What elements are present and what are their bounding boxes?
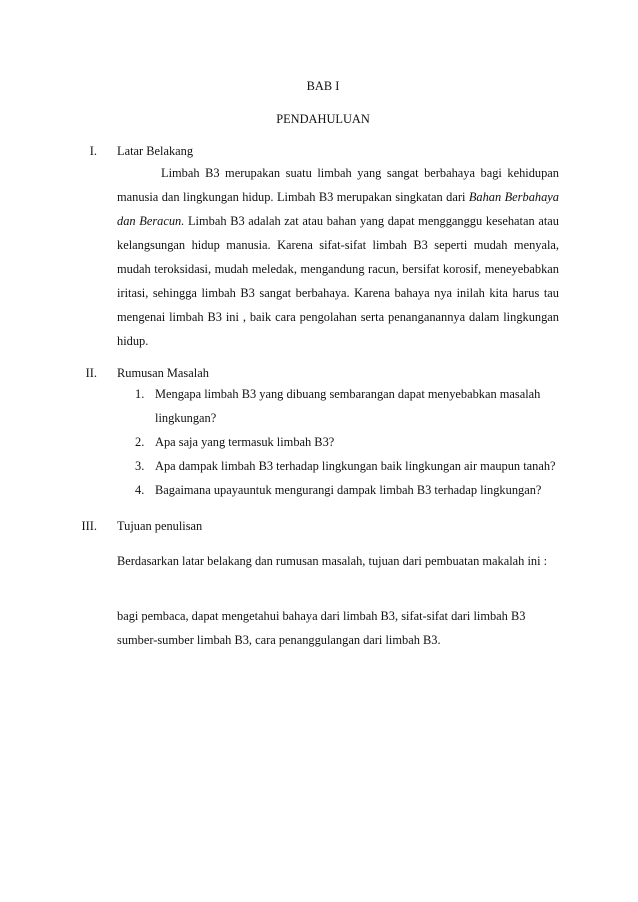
list-item-text: Bagaimana upayauntuk mengurangi dampak limbah B3 terhadap lingkungan? (155, 483, 542, 497)
purpose-detail-paragraph: bagi pembaca, dapat mengetahui bahaya dari limbah B3, sifat-sifat dari limbah B3 sumber-sumber limbah B3, cara penanggulangan dari limbah B3. (117, 609, 526, 647)
list-item (135, 454, 567, 478)
background-text-part2: Limbah B3 adalah zat atau bahan yang dapat mengganggu kesehatan atau kelangsungan hidup manusia. Karena sifat-sifat limbah B3 seperti mudah menyala, mudah teroksidasi, mudah meledak, mengandung racun, bersifat korosif, meneyebabkan iritasi, sehingga limbah B3 sangat berbahaya. Karena bahaya nya inilah kita harus tau mengenai limbah B3 ini , baik cara pengolahan serta penanganannya dalam lingkungan hidup. (117, 214, 559, 348)
list-item-number: 2. (135, 435, 145, 449)
list-item-number: 4. (135, 483, 145, 497)
list-item-number: 1. (135, 387, 145, 401)
purpose-intro-paragraph: Berdasarkan latar belakang dan rumusan masalah, tujuan dari pembuatan makalah ini : (117, 554, 548, 568)
background-paragraph (117, 161, 559, 353)
section-1-heading: Latar Belakang (117, 144, 194, 158)
list-item (135, 382, 567, 430)
chapter-label: BAB I (306, 79, 340, 93)
section-3-numeral: III. (81, 519, 97, 533)
list-item-number: 3. (135, 459, 145, 473)
list-item-text: Apa saja yang termasuk limbah B3? (155, 435, 335, 449)
list-item-text: Apa dampak limbah B3 terhadap lingkungan baik lingkungan air maupun tanah? (155, 459, 556, 473)
list-item (135, 478, 567, 502)
section-2-heading: Rumusan Masalah (117, 366, 209, 380)
background-text-italic: Bahan Berbahaya dan Beracun. (117, 190, 559, 228)
list-item (135, 430, 567, 454)
section-1-numeral: I. (89, 144, 97, 158)
background-text-part1: Limbah B3 merupakan suatu limbah yang sangat berbahaya bagi kehidupan manusia dan lingkungan hidup. Limbah B3 merupakan singkatan dari (117, 166, 559, 204)
section-2-numeral: II. (85, 366, 97, 380)
section-3-heading: Tujuan penulisan (117, 519, 203, 533)
problem-list (135, 382, 567, 502)
chapter-title: PENDAHULUAN (276, 112, 370, 126)
list-item-text: Mengapa limbah B3 yang dibuang sembarangan dapat menyebabkan masalah lingkungan? (155, 387, 541, 425)
